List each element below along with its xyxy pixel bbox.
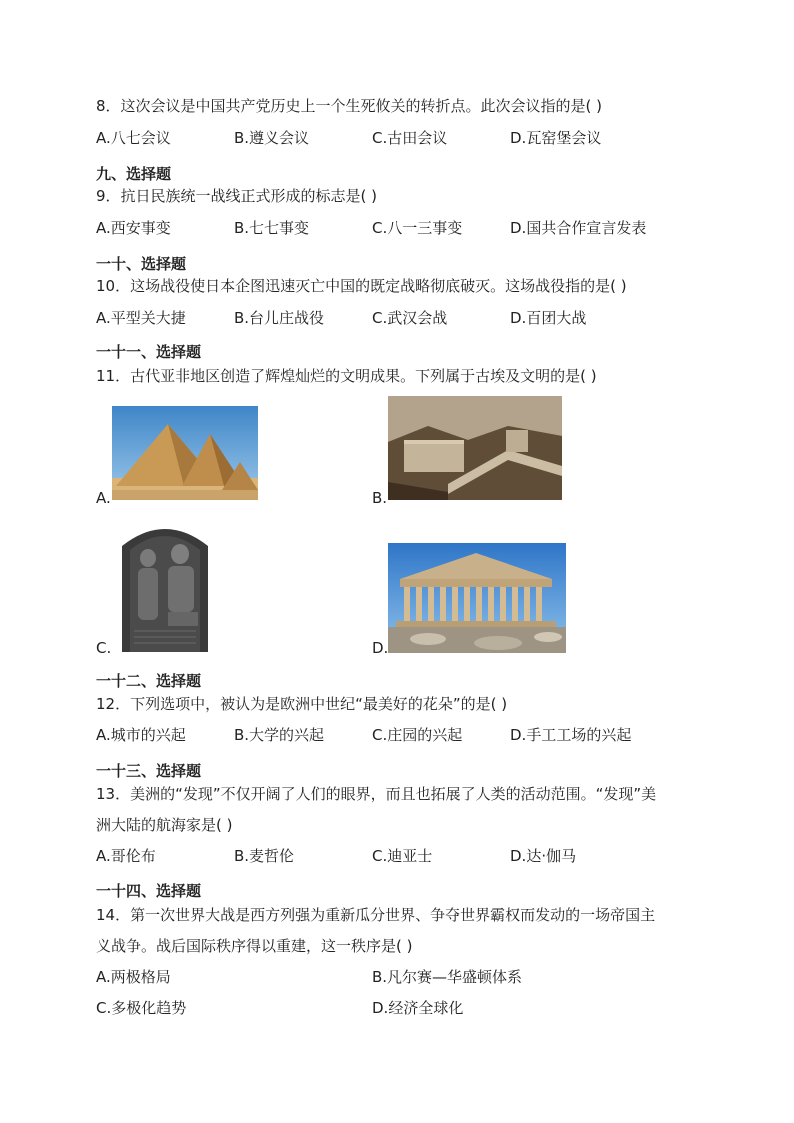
question-8-stem: 8．这次会议是中国共产党历史上一个生死攸关的转折点。此次会议指的是( ) (96, 97, 603, 115)
question-11-option-b[interactable]: B. (372, 489, 388, 507)
question-12-option-c[interactable]: C.庄园的兴起 (372, 726, 463, 744)
question-11-option-c[interactable]: C. (96, 639, 112, 657)
great-wall-image[interactable] (388, 396, 562, 500)
question-8-option-b[interactable]: B.遵义会议 (234, 129, 310, 147)
question-14-stem-line2: 义战争。战后国际秩序得以重建，这一秩序是( ) (96, 937, 413, 955)
question-11-option-a[interactable]: A. (96, 489, 111, 507)
question-14-option-b[interactable]: B.凡尔赛—华盛顿体系 (372, 968, 523, 986)
pyramids-image[interactable] (112, 406, 258, 500)
question-12-option-d[interactable]: D.手工工场的兴起 (510, 726, 632, 744)
section-11-heading: 一十一、选择题 (96, 343, 202, 361)
question-9-option-c[interactable]: C.八一三事变 (372, 219, 463, 237)
question-9-stem: 9．抗日民族统一战线正式形成的标志是( ) (96, 187, 378, 205)
question-12-option-b[interactable]: B.大学的兴起 (234, 726, 325, 744)
question-13-option-c[interactable]: C.迪亚士 (372, 847, 433, 865)
section-14-heading: 一十四、选择题 (96, 882, 202, 900)
question-10-option-a[interactable]: A.平型关大捷 (96, 309, 186, 327)
parthenon-image[interactable] (388, 543, 566, 653)
question-10-option-b[interactable]: B.台儿庄战役 (234, 309, 325, 327)
question-14-stem-line1: 14．第一次世界大战是西方列强为重新瓜分世界、争夺世界霸权而发动的一场帝国主 (96, 906, 656, 924)
section-10-heading: 一十、选择题 (96, 255, 187, 273)
section-12-heading: 一十二、选择题 (96, 672, 202, 690)
question-11-stem: 11．古代亚非地区创造了辉煌灿烂的文明成果。下列属于古埃及文明的是( ) (96, 367, 597, 385)
question-13-option-a[interactable]: A.哥伦布 (96, 847, 156, 865)
question-10-stem: 10．这场战役使日本企图迅速灭亡中国的既定战略彻底破灭。这场战役指的是( ) (96, 277, 627, 295)
question-14-option-d[interactable]: D.经济全球化 (372, 999, 464, 1017)
question-13-option-b[interactable]: B.麦哲伦 (234, 847, 295, 865)
question-9-option-a[interactable]: A.西安事变 (96, 219, 171, 237)
question-14-option-c[interactable]: C.多极化趋势 (96, 999, 187, 1017)
question-14-option-a[interactable]: A.两极格局 (96, 968, 171, 986)
question-8-option-d[interactable]: D.瓦窑堡会议 (510, 129, 602, 147)
question-8-option-c[interactable]: C.古田会议 (372, 129, 448, 147)
question-10-option-d[interactable]: D.百团大战 (510, 309, 587, 327)
question-8-option-a[interactable]: A.八七会议 (96, 129, 171, 147)
question-9-option-b[interactable]: B.七七事变 (234, 219, 310, 237)
question-13-stem-line1: 13．美洲的“发现”不仅开阔了人们的眼界，而且也拓展了人类的活动范围。“发现”美 (96, 785, 657, 803)
question-10-option-c[interactable]: C.武汉会战 (372, 309, 448, 327)
question-13-option-d[interactable]: D.达·伽马 (510, 847, 577, 865)
question-13-stem-line2: 洲大陆的航海家是( ) (96, 816, 233, 834)
code-of-hammurabi-stele-image[interactable] (112, 518, 218, 652)
section-13-heading: 一十三、选择题 (96, 762, 202, 780)
question-9-option-d[interactable]: D.国共合作宣言发表 (510, 219, 647, 237)
question-11-option-d[interactable]: D. (372, 639, 389, 657)
question-12-option-a[interactable]: A.城市的兴起 (96, 726, 186, 744)
section-9-heading: 九、选择题 (96, 165, 172, 183)
question-12-stem: 12．下列选项中，被认为是欧洲中世纪“最美好的花朵”的是( ) (96, 695, 508, 713)
